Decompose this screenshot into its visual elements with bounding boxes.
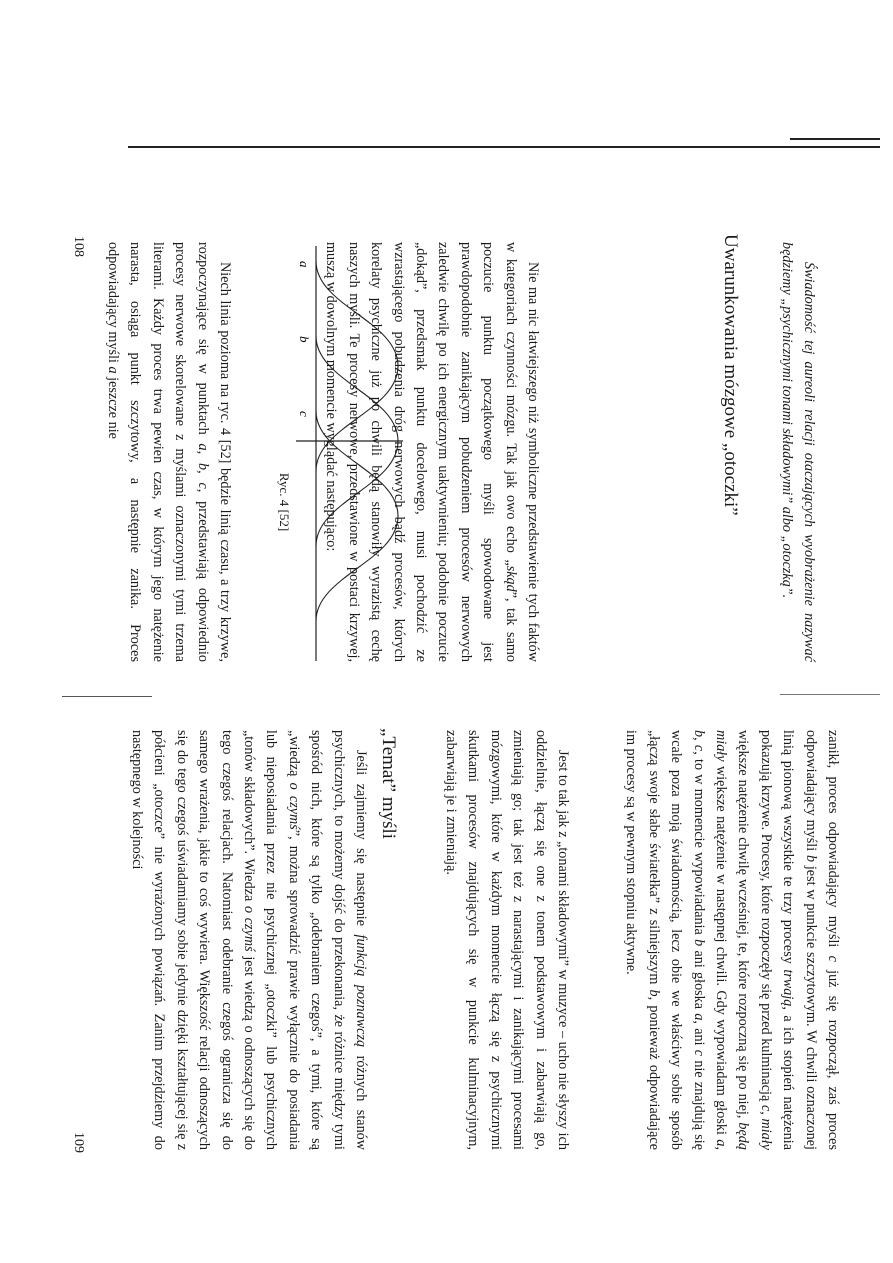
scan-dash-right — [780, 694, 880, 695]
label-a: a — [297, 261, 312, 268]
scan-fold-line — [128, 146, 880, 148]
label-b: b — [297, 336, 312, 343]
text-run: już się rozpoczął, zaś proces odpowiadający myśli — [802, 730, 841, 1150]
right-heading: „Temat” myśli — [378, 728, 399, 840]
left-paragraph-2-text — [102, 242, 236, 662]
right-paragraph-2 — [440, 730, 574, 1150]
text-run: o czymś — [240, 905, 257, 952]
text-run: c — [194, 482, 211, 489]
left-heading: Uwarunkowania mózgowe „otoczki” — [720, 234, 741, 516]
left-paragraph-1 — [320, 242, 544, 662]
text-run: c — [825, 955, 841, 962]
right-paragraph-1-text — [620, 730, 844, 1150]
text-run: , a ich stopień natężenia pokazują krzywe. Procesy, które rozpoczęły się przed kulminacją — [757, 730, 797, 1150]
text-run: o czymś — [285, 782, 302, 830]
text-run: Jest to tak jak z „tonami składowymi” w muzyce – ucho nie słyszy ich oddzielnie, łączą się one z tonem podstawowym i zabarwiają go, zmieniają go; tak jest też z narastającymi i zanikającymi procesami mózgowymi, które w każdym momencie łączą się z psychicznymi skutkami procesów znajdujących się w punkcie kulminacyjnym, zabarwiają je i zmieniają. — [442, 730, 571, 1150]
text-run: miały — [757, 1118, 774, 1150]
left-intro-text — [775, 242, 820, 662]
text-run: zanikł, proces odpowiadający myśli — [825, 730, 841, 956]
text-run: , to w momencie wypowiadania — [690, 751, 707, 940]
right-paragraph-1 — [620, 730, 844, 1150]
label-c: c — [297, 411, 312, 417]
text-run: nie znajdują się wcale poza moją świadomością, lecz obie we właściwy sobie sposób „łączą swoje słabe światełka” z silniejszym — [645, 730, 707, 1151]
text-run: skąd — [502, 565, 519, 592]
text-run: , ani — [690, 1020, 707, 1050]
text-run: , przedstawiają odpowiednio procesy nerwowe skorelowane z myślami oznaczonymi tymi trzema literami. Każdy proces trwa pewien czas, w którym jego natężenie narasta, osiąga punkt szczytowy, a następnie zanika. Proces odpowiadający myśli — [104, 242, 211, 663]
right-paragraph-3 — [126, 730, 372, 1150]
page-number-108: 108 — [71, 236, 86, 257]
text-run: jest w punkcie szczytowym. W chwili oznaczonej linią pionową wszystkie te trzy procesy — [780, 730, 819, 1150]
text-run: jest wiedzą o odnoszących się do tego czegoś relacjach. Natomiast odebranie czegoś ogranicza się do samego wrażenia, jakie to coś wywiera. Większość relacji odnoszących się do tego czegoś uświadamiamy sobie jedynie dzięki kształtującej się z półcieni „otoczce” nie wyrażonych powiązań. Zanim przejdziemy do następnego w kolejności — [128, 730, 257, 1150]
text-run: będą miały — [712, 730, 752, 1150]
text-run: b — [194, 462, 211, 471]
text-run: , — [690, 737, 707, 745]
text-run: a — [690, 1013, 707, 1021]
text-run: a — [194, 443, 211, 451]
text-run: większe natężenie w następnej chwili. Gdy wypowiadam głoski — [712, 761, 729, 1140]
text-run: a — [104, 366, 121, 374]
text-run: Świadomość tej aureoli relacji otaczających wyobrażenie nazywać będziemy „psychicznymi tonami składowymi” albo „otoczką”. — [778, 242, 817, 662]
figure-caption: Ryc. 4 [52] — [277, 472, 292, 532]
left-paragraph-2 — [102, 242, 236, 662]
text-run: ”, tak samo poczucie punktu początkowego myśli spowodowane jest prawdopodobnie zanikającym pobudzeniem procesów nerwowych zaledwie chwilę po ich energicznym uaktywnieniu; podobnie poczucie „dokąd”, przedsmak punktu docelowego, musi pochodzić ze wzrastającego pobudzenia dróg nerwowych bądź procesów, których korelaty psychiczne już po chwili będą stanowiły wyrazistą cechę naszych myśli. Te procesy nerwowe, przedstawione w postaci krzywej, muszą w dowolnym momencie wyglądać następująco: — [323, 242, 519, 663]
text-run: Niech linia pozioma na ryc. 4 [52] będzie linią czasu, a trzy krzywe, rozpoczynające się w punktach — [194, 242, 233, 662]
text-run: jeszcze nie — [104, 373, 121, 439]
right-paragraph-2-text — [440, 730, 574, 1150]
text-run: , — [194, 470, 211, 483]
text-run: b — [802, 854, 819, 863]
text-run: Jeśli zajmiemy się następnie — [353, 750, 369, 935]
text-run: trwają — [780, 969, 797, 1007]
scan-fold-line-right — [790, 138, 880, 140]
text-run: c — [690, 744, 707, 752]
text-run: , — [757, 1111, 774, 1119]
text-run: a — [712, 1139, 729, 1147]
text-run: b — [690, 939, 707, 947]
text-run: większe natężenie chwilę wcześniej, te, które rozpoczną się po niej, — [735, 730, 752, 1123]
text-run: ani głoska — [690, 946, 707, 1014]
text-run: , — [712, 1146, 729, 1150]
page-number-109: 109 — [71, 1132, 86, 1153]
text-run: b — [645, 989, 662, 997]
text-run: , ponieważ odpowiadające im procesy są w pewnym stopniu aktywne. — [623, 730, 662, 1150]
text-run: różnych stanów psychicznych, to możemy dojść do przekonania, że różnice między tymi spośród nich, które są tylko „odebraniem czegoś”, a tymi, które są „wiedzą — [285, 730, 369, 1151]
text-run: ”, można sprowadzić prawie wyłącznie do posiadania lub nieposiadania przez nie psychicznej „otoczki” lub psychicznych „tonów składowych”. Wiedza — [240, 730, 302, 1150]
scan-dash — [62, 696, 152, 697]
text-run: Nie ma nic łatwiejszego niż symboliczne przedstawienie tych faktów w kategoriach czynności mózgu. Tak jak owo echo „ — [502, 242, 541, 662]
left-paragraph-1-text — [320, 242, 544, 662]
text-run: c — [757, 1104, 774, 1112]
left-intro — [775, 242, 820, 662]
text-run: , — [194, 450, 211, 463]
right-paragraph-3-text — [126, 730, 372, 1150]
text-run: c — [690, 1049, 707, 1057]
text-run: funkcją poznawczą — [353, 934, 369, 1048]
text-run: b — [690, 730, 707, 738]
